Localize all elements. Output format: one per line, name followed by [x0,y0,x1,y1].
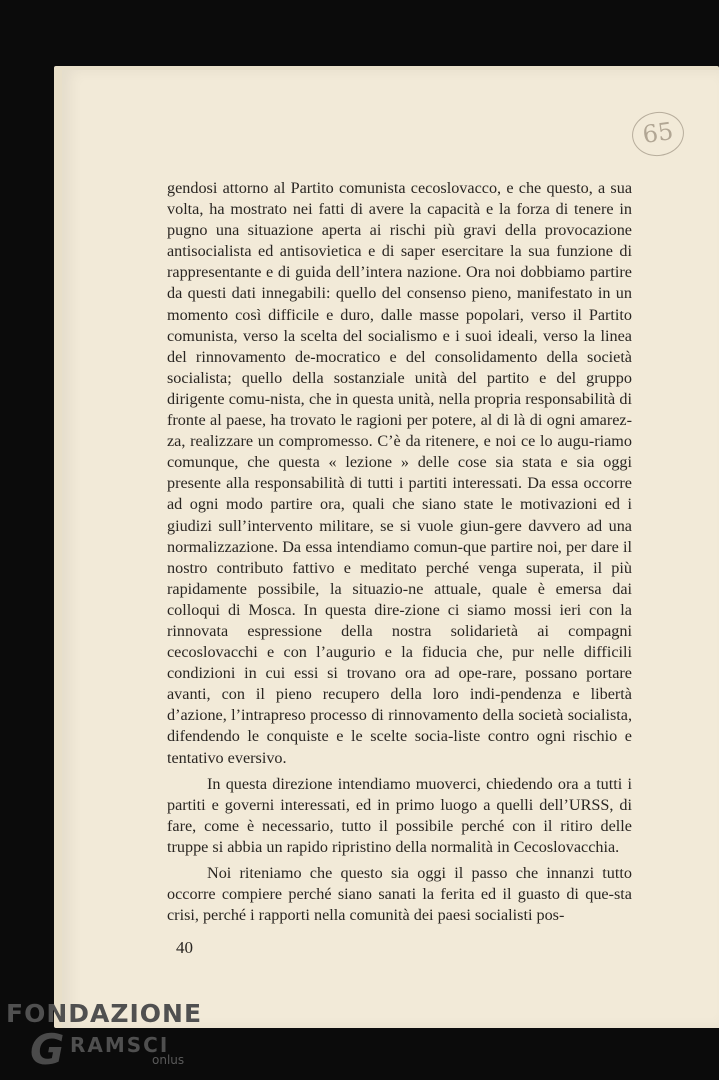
handwritten-folio-number: 65 [629,109,687,160]
paragraph-2: In questa direzione intendiamo muoverci, chiedendo ora a tutti i partiti e governi interessati, ed in primo luogo a quelli dell’URSS, di fare, come è necessario, tutto il possibile perché con il ritiro delle truppe si abbia un rapido ripristino della normalità in Cecoslovacchia. [167,774,632,856]
body-text [167,178,632,926]
watermark-line1: FONDAZIONE [6,999,203,1028]
fondazione-gramsci-watermark [6,999,203,1074]
paragraph-1: gendosi attorno al Partito comunista cecoslovacco, e che questo, a sua volta, ha mostrato nei fatti di avere la capacità e la forza di tenere in pugno una situazione aperta ai rischi più gravi della provocazione antisocialista ed antisovietica e di saper esercitare la sua funzione di rappresentante e di guida dell’intera nazione. Ora noi dobbiamo partire da questi dati innegabili: quello del consenso pieno, manifestato in un momento così difficile e duro, dalle masse popolari, verso il Partito comunista, verso la scelta del socialismo e i suoi ideali, verso la linea del rinnovamento de-mocratico e del consolidamento della società socialista; quello della sostanziale unità del partito e del gruppo dirigente comu-nista, che in questa unità, nella propria responsabilità di fronte al paese, ha trovato le ragioni per potere, al di là di ogni amarez-za, realizzare un compromesso. C’è da ritenere, e noi ce lo augu-riamo comunque, che questa « lezione » delle cose sia stata e sia oggi presente alla responsabilità di tutti i partiti interessati. Da essa occorre ad ogni modo partire ora, quali che siano state le motivazioni ed i giudizi sull’intervento militare, se si vuole giun-gere davvero ad una normalizzazione. Da essa intendiamo comun-que partire noi, per dare il nostro contributo fattivo e meditato perché venga superata, il più rapidamente possibile, la situazio-ne attuale, quale è emersa dai colloqui di Mosca. In questa dire-zione ci siamo mossi ieri con la rinnovata espressione della nostra solidarietà ai compagni cecoslovacchi e con l’augurio e la fiducia che, pur nelle difficili condizioni in cui essi si trovano ora ad ope-rare, possano portare avanti, con il pieno recupero della loro indi-pendenza e libertà d’azione, l’intrapreso processo di rinnovamento della società socialista, difendendo le conquiste e le scelte socia-liste contro ogni rischio e tentativo eversivo. [167,179,632,767]
paragraph-3: Noi riteniamo che questo sia oggi il passo che innanzi tutto occorre compiere perché siano sanati la ferita ed il guasto di que-sta crisi, perché i rapporti nella comunità dei paesi socialisti pos- [167,864,632,925]
watermark-word: RAMSCI [70,1033,170,1057]
page-number: 40 [176,938,193,957]
watermark-g-letter: G [30,1025,65,1074]
watermark-onlus: onlus [152,1053,185,1067]
